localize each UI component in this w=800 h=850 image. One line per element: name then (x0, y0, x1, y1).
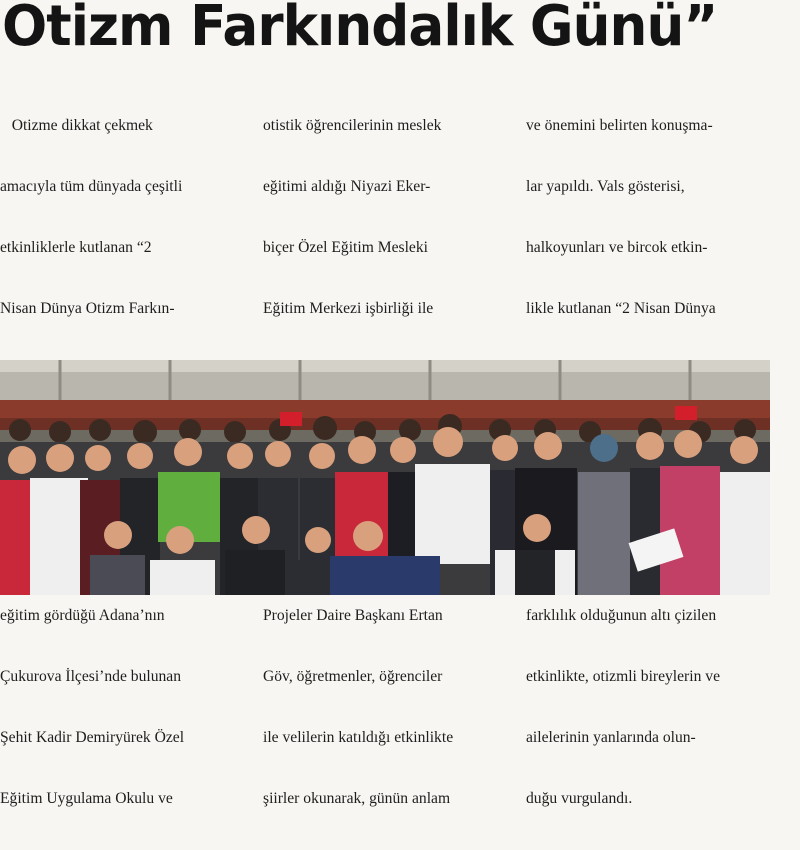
article-body (0, 75, 790, 808)
headline: Otizm Farkındalık Günü” (2, 0, 718, 59)
text-line: halkoyunları ve bircok etkin- (526, 239, 708, 257)
text-line: Nisan Dünya Otizm Farkın- (0, 300, 175, 318)
text-line: ile velilerin katıldığı etkinlikte (263, 729, 454, 746)
text-line: Eğitim Merkezi işbirliği ile (263, 300, 434, 318)
text-line: etkinliklerle kutlanan “2 (0, 239, 152, 257)
text-line: Göv, öğretmenler, öğrenciler (263, 667, 443, 685)
text-line: otistik öğrencilerinin meslek (263, 116, 442, 134)
text-line: biçer Özel Eğitim Mesleki (263, 239, 428, 257)
flag (675, 406, 697, 420)
text-line: lar yapıldı. Vals gösterisi, (526, 178, 685, 196)
text-line: Şehit Kadir Demiryürek Özel (0, 729, 185, 746)
text-line: eğitimi aldığı Niyazi Eker- (263, 178, 431, 196)
flag (280, 412, 302, 426)
text-line: Otizme dikkat çekmek (0, 116, 153, 134)
text-line: amacıyla tüm dünyada çeşitli (0, 178, 183, 196)
text-line: Eğitim Uygulama Okulu ve (0, 790, 173, 808)
text-line: Çukurova İlçesi’nde bulunan (0, 667, 182, 685)
group-photo-illustration (0, 360, 770, 595)
article-column-2 (263, 75, 512, 808)
article-column-3 (526, 75, 775, 808)
text-line: etkinlikte, otizmli bireylerin ve (526, 667, 721, 685)
text-line: Projeler Daire Başkanı Ertan (263, 606, 443, 624)
article-column-1 (0, 75, 249, 808)
text-line: ailelerinin yanlarında olun- (526, 729, 696, 746)
group-photo (0, 360, 770, 595)
text-line: likle kutlanan “2 Nisan Dünya (526, 300, 716, 318)
text-line: farklılık olduğunun altı çizilen (526, 606, 717, 624)
text-line: duğu vurgulandı. (526, 790, 633, 808)
text-line: ve önemini belirten konuşma- (526, 116, 713, 134)
text-line: şiirler okunarak, günün anlam (263, 790, 451, 808)
text-line: eğitim gördüğü Adana’nın (0, 606, 165, 624)
